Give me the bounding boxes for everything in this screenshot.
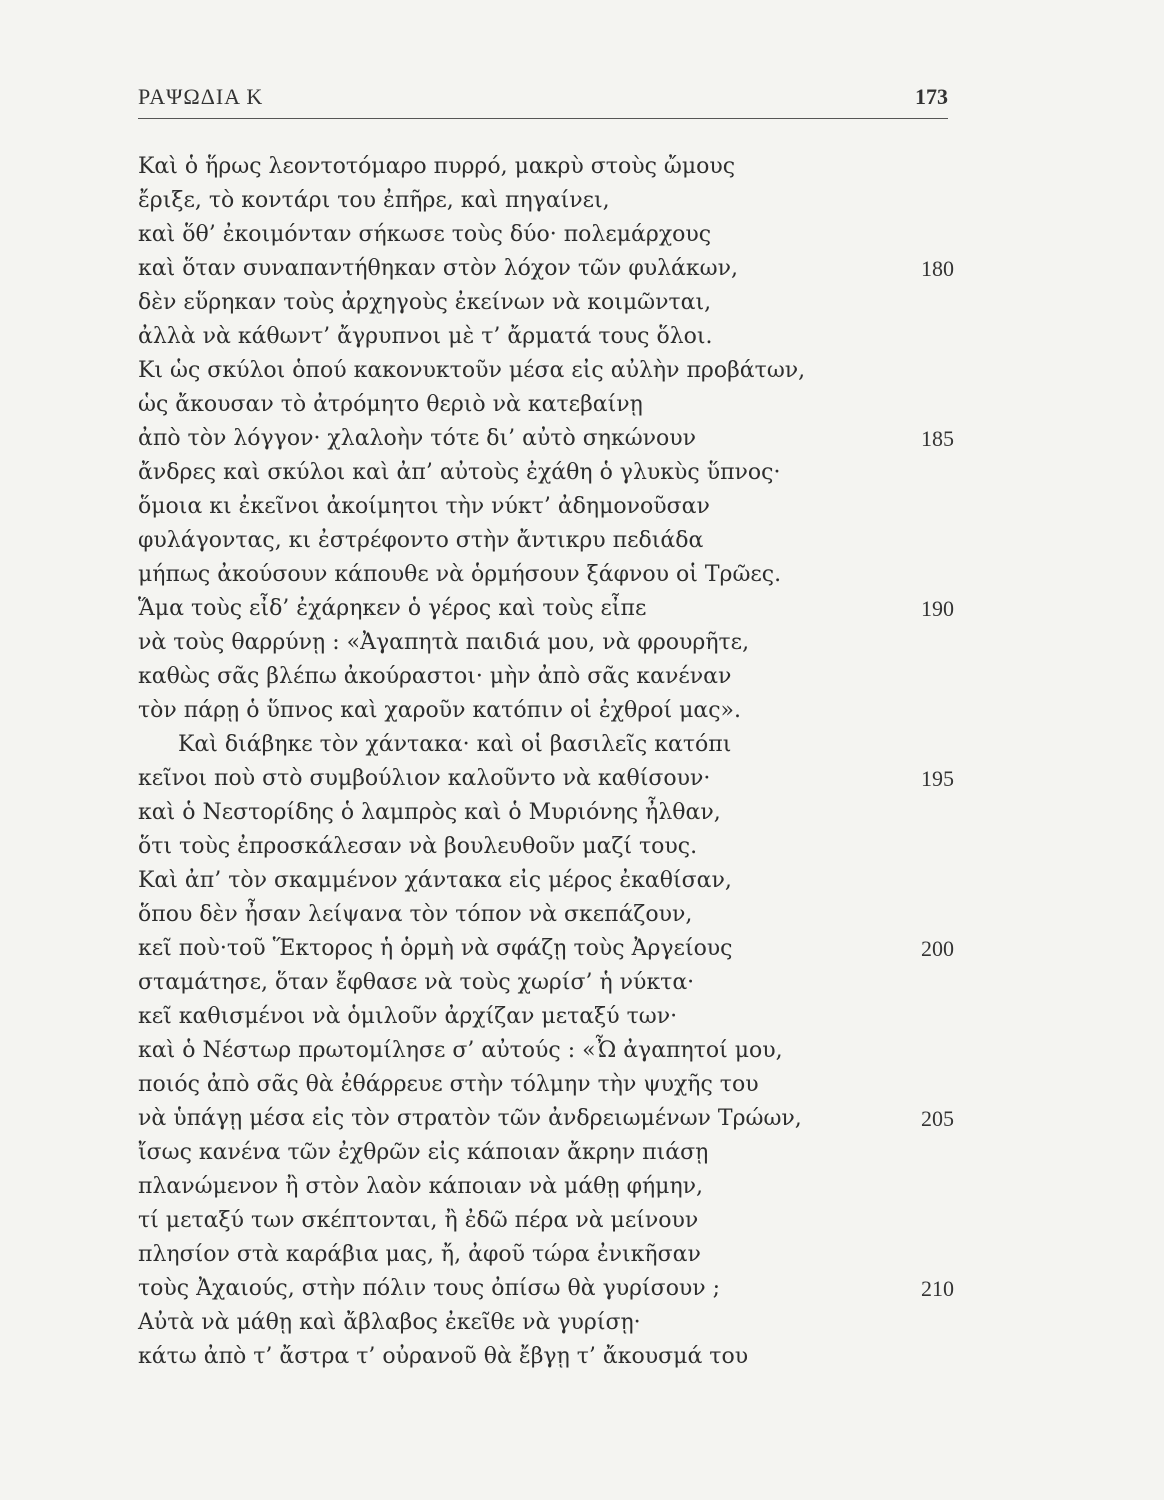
verse-text: σταμάτησε, ὅταν ἔφθασε νὰ τοὺς χωρίσ’ ἡ νύκτα·: [138, 970, 695, 995]
verse-text: πλησίον στὰ καράβια μας, ἤ, ἀφοῦ τώρα ἐνικῆσαν: [138, 1242, 701, 1267]
verse-text: κεῖνοι ποὺ στὸ συμβούλιον καλοῦντο νὰ καθίσουν·: [138, 766, 711, 791]
verse-text: τοὺς Ἀχαιούς, στὴν πόλιν τους ὀπίσω θὰ γυρίσουν ;: [138, 1276, 721, 1301]
verse-line: [138, 966, 958, 1000]
line-number: 205: [921, 1106, 954, 1131]
verse-text: ὅτι τοὺς ἐπροσκάλεσαν νὰ βουλευθοῦν μαζί τους.: [138, 834, 698, 859]
verse-text: νὰ ὑπάγῃ μέσα εἰς τὸν στρατὸν τῶν ἀνδρειωμένων Τρώων,: [138, 1106, 802, 1131]
verse-line: [138, 864, 958, 898]
verse-line: [138, 286, 958, 320]
verse-text: φυλάγοντας, κι ἐστρέφοντο στὴν ἄντικρυ πεδιάδα: [138, 528, 704, 553]
verse-text: Κι ὡς σκύλοι ὁπού κακονυκτοῦν μέσα εἰς αὐλὴν προβάτων,: [138, 358, 806, 383]
verse-line: [138, 1272, 958, 1306]
verse-block: [138, 150, 958, 1374]
verse-line: [138, 1204, 958, 1238]
verse-line: [138, 660, 958, 694]
verse-line: [138, 184, 958, 218]
line-number: 180: [921, 256, 954, 281]
verse-text: ὅπου δὲν ἦσαν λείψανα τὸν τόπον νὰ σκεπάζουν,: [138, 902, 693, 927]
verse-text: νὰ τοὺς θαρρύνῃ : «Ἀγαπητὰ παιδιά μου, νὰ φρουρῆτε,: [138, 630, 750, 655]
verse-text: καὶ ὅταν συναπαντήθηκαν στὸν λόχον τῶν φυλάκων,: [138, 256, 738, 281]
verse-text: καὶ ὅθ’ ἐκοιμόνταν σήκωσε τοὺς δύο· πολεμάρχους: [138, 222, 712, 247]
verse-text: καὶ ὁ Νεστορίδης ὁ λαμπρὸς καὶ ὁ Μυριόνης ἦλθαν,: [138, 800, 721, 825]
header-rule: [138, 118, 948, 119]
verse-text: Καὶ ὁ ἥρως λεοντοτόμαρο πυρρό, μακρὺ στοὺς ὤμους: [138, 154, 736, 179]
verse-text: ποιός ἀπὸ σᾶς θὰ ἐθάρρευε στὴν τόλμην τὴν ψυχῆς του: [138, 1072, 759, 1097]
verse-line: [138, 490, 958, 524]
verse-line: [138, 1340, 958, 1374]
verse-text: δὲν εὕρηκαν τοὺς ἀρχηγοὺς ἐκείνων νὰ κοιμῶνται,: [138, 290, 712, 315]
verse-line: [138, 320, 958, 354]
verse-line: [138, 898, 958, 932]
verse-line: [138, 456, 958, 490]
verse-text: πλανώμενον ἢ στὸν λαὸν κάποιαν νὰ μάθῃ φήμην,: [138, 1174, 704, 1199]
verse-text: καὶ ὁ Νέστωρ πρωτομίλησε σ’ αὐτούς : «Ὦ ἀγαπητοί μου,: [138, 1038, 783, 1063]
verse-line: [138, 252, 958, 286]
verse-text: Καὶ ἀπ’ τὸν σκαμμένον χάντακα εἰς μέρος ἐκαθίσαν,: [138, 868, 732, 893]
line-number: 190: [921, 596, 954, 621]
verse-text: κεῖ ποὺ·τοῦ Ἕκτορος ἡ ὁρμὴ νὰ σφάζῃ τοὺς Ἀργείους: [138, 936, 733, 961]
verse-line: [138, 1170, 958, 1204]
verse-line: [138, 796, 958, 830]
verse-text: Ἅμα τοὺς εἶδ’ ἐχάρηκεν ὁ γέρος καὶ τοὺς εἶπε: [138, 596, 647, 621]
verse-line: [138, 150, 958, 184]
verse-line: [138, 626, 958, 660]
verse-text: κεῖ καθισμένοι νὰ ὁμιλοῦν ἀρχίζαν μεταξύ των·: [138, 1004, 678, 1029]
verse-text: ὡς ἄκουσαν τὸ ἀτρόμητο θεριὸ νὰ κατεβαίνῃ: [138, 392, 643, 417]
line-number: 210: [921, 1276, 954, 1301]
verse-line: [138, 558, 958, 592]
verse-line: [138, 354, 958, 388]
verse-text: Καὶ διάβηκε τὸν χάντακα· καὶ οἱ βασιλεῖς κατόπι: [178, 732, 732, 757]
line-number: 200: [921, 936, 954, 961]
verse-line: [138, 1136, 958, 1170]
verse-line: [138, 592, 958, 626]
verse-line: [138, 694, 958, 728]
line-number: 195: [921, 766, 954, 791]
verse-line: [138, 932, 958, 966]
verse-text: τὸν πάρῃ ὁ ὕπνος καὶ χαροῦν κατόπιν οἱ ἐχθροί μας».: [138, 698, 741, 723]
verse-line: [138, 830, 958, 864]
verse-text: ἀπὸ τὸν λόγγον· χλαλοὴν τότε δι’ αὐτὸ σηκώνουν: [138, 426, 697, 451]
line-number: 185: [921, 426, 954, 451]
verse-line: [138, 218, 958, 252]
running-title: ΡΑΨΩΔΙΑ Κ: [138, 84, 264, 109]
verse-text: ἴσως κανένα τῶν ἐχθρῶν εἰς κάποιαν ἄκρην πιάσῃ: [138, 1140, 709, 1165]
verse-line: [138, 1034, 958, 1068]
verse-text: ἀλλὰ νὰ κάθωντ’ ἄγρυπνοι μὲ τ’ ἄρματά τους ὅλοι.: [138, 324, 713, 349]
verse-text: τί μεταξύ των σκέπτονται, ἢ ἐδῶ πέρα νὰ μείνουν: [138, 1208, 699, 1233]
verse-line: [138, 422, 958, 456]
verse-text: μήπως ἀκούσουν κάπουθε νὰ ὁρμήσουν ξάφνου οἱ Τρῶες.: [138, 562, 782, 587]
verse-line: [138, 388, 958, 422]
verse-text: ὅμοια κι ἐκεῖνοι ἀκοίμητοι τὴν νύκτ’ ἀδημονοῦσαν: [138, 494, 710, 519]
verse-line: [138, 728, 958, 762]
verse-line: [138, 1238, 958, 1272]
verse-line: [138, 762, 958, 796]
verse-line: [138, 524, 958, 558]
verse-text: ἄνδρες καὶ σκύλοι καὶ ἀπ’ αὐτοὺς ἐχάθη ὁ γλυκὺς ὕπνος·: [138, 460, 781, 485]
verse-text: κάτω ἀπὸ τ’ ἄστρα τ’ οὐρανοῦ θὰ ἔβγῃ τ’ ἄκουσμά του: [138, 1344, 749, 1369]
verse-line: [138, 1102, 958, 1136]
verse-text: καθὼς σᾶς βλέπω ἀκούραστοι· μὴν ἀπὸ σᾶς κανέναν: [138, 664, 732, 689]
verse-text: Αὐτὰ νὰ μάθῃ καὶ ἄβλαβος ἐκεῖθε νὰ γυρίσῃ·: [138, 1310, 641, 1335]
page-number: 173: [915, 84, 948, 109]
running-head: [138, 84, 948, 114]
verse-line: [138, 1306, 958, 1340]
verse-line: [138, 1000, 958, 1034]
verse-line: [138, 1068, 958, 1102]
verse-text: ἔριξε, τὸ κοντάρι του ἐπῆρε, καὶ πηγαίνει,: [138, 188, 610, 213]
